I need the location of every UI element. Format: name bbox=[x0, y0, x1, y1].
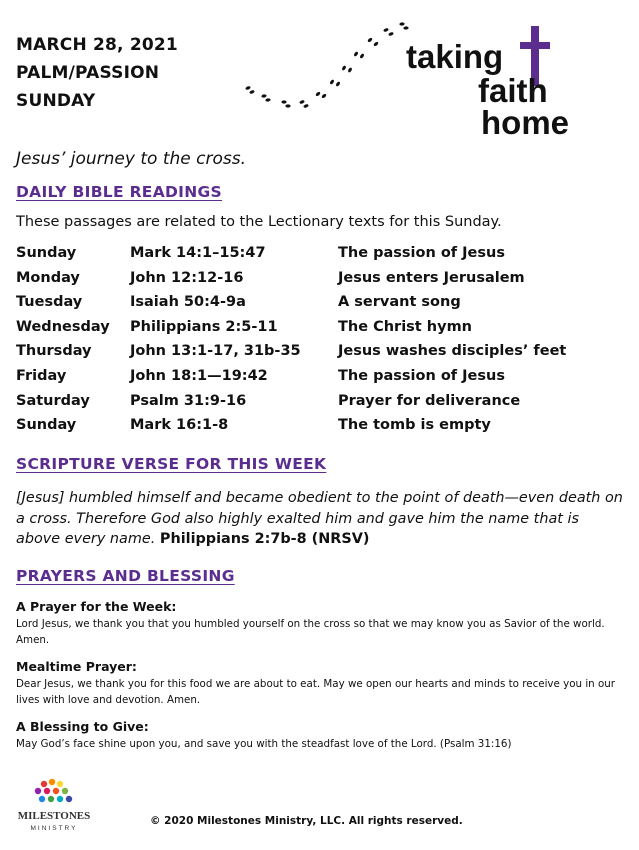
reading-day: Saturday bbox=[16, 392, 90, 409]
reading-passage: Mark 14:1–15:47 bbox=[130, 245, 266, 261]
reading-passage: Mark 16:1-8 bbox=[130, 417, 229, 434]
scripture-verse bbox=[16, 488, 626, 550]
prayer-text: Dear Jesus, we thank you for this food we are about to eat. May we open our hearts and minds to receive you in our lives with love and devotion. Amen. bbox=[16, 678, 616, 706]
logo-line-3: home bbox=[481, 104, 570, 141]
prayer-title: A Blessing to Give: bbox=[16, 719, 149, 734]
prayer-title: A Prayer for the Week: bbox=[16, 599, 177, 614]
date-header bbox=[16, 31, 178, 115]
daily-readings-heading: DAILY BIBLE READINGS bbox=[16, 183, 222, 201]
reading-passage: Philippians 2:5-11 bbox=[130, 318, 278, 335]
reading-title: Jesus enters Jerusalem bbox=[338, 269, 525, 286]
reading-title: The tomb is empty bbox=[338, 417, 491, 434]
brand-line-1: MILESTONES bbox=[17, 810, 91, 822]
prayer-week bbox=[16, 598, 628, 648]
reading-passage: John 12:12-16 bbox=[130, 269, 244, 286]
occasion-line-1: PALM/PASSION bbox=[16, 63, 160, 83]
reading-day: Sunday bbox=[16, 417, 77, 434]
reading-title: Prayer for deliverance bbox=[338, 392, 521, 409]
prayers-heading: PRAYERS AND BLESSING bbox=[16, 567, 235, 585]
copyright: © 2020 Milestones Ministry, LLC. All rights reserved. bbox=[150, 815, 463, 827]
logo-line-1: taking bbox=[406, 38, 504, 75]
reading-title: The passion of Jesus bbox=[338, 245, 505, 261]
reading-day: Friday bbox=[16, 367, 67, 384]
date: MARCH 28, 2021 bbox=[16, 35, 178, 55]
footprints-graphic bbox=[238, 18, 418, 113]
prayer-blessing bbox=[16, 718, 628, 752]
prayer-text: Lord Jesus, we thank you that you humbled yourself on the cross so that we may know you as Savior of the world. Amen. bbox=[16, 618, 605, 646]
reading-title: A servant song bbox=[338, 294, 461, 311]
logo-line-2: faith bbox=[478, 72, 548, 109]
reading-passage: John 18:1—19:42 bbox=[130, 367, 268, 384]
reading-day: Wednesday bbox=[16, 318, 110, 335]
prayer-mealtime bbox=[16, 658, 628, 708]
verse-reference: Philippians 2:7b-8 (NRSV) bbox=[159, 531, 370, 547]
verse-text: [Jesus] humbled himself and became obedient to the point of death—even death on a cross. Therefore God also highly exalted him and gave him the name that is above every name. bbox=[16, 490, 623, 547]
readings-intro: These passages are related to the Lectionary texts for this Sunday. bbox=[16, 214, 502, 230]
scripture-heading: SCRIPTURE VERSE FOR THIS WEEK bbox=[16, 455, 327, 473]
reading-passage: Isaiah 50:4-9a bbox=[130, 294, 246, 311]
taking-faith-home-logo bbox=[400, 26, 600, 141]
reading-day: Monday bbox=[16, 269, 80, 286]
occasion-line-2: SUNDAY bbox=[16, 91, 96, 111]
reading-title: The passion of Jesus bbox=[338, 367, 505, 384]
milestones-dots-icon bbox=[35, 779, 72, 802]
brand-line-2: MINISTRY bbox=[30, 825, 78, 832]
prayer-title: Mealtime Prayer: bbox=[16, 659, 137, 674]
reading-day: Thursday bbox=[16, 343, 92, 360]
theme-line: Jesus’ journey to the cross. bbox=[16, 149, 246, 169]
reading-day: Sunday bbox=[16, 245, 77, 261]
reading-day: Tuesday bbox=[16, 294, 83, 311]
reading-passage: John 13:1-17, 31b-35 bbox=[130, 343, 301, 360]
reading-title: Jesus washes disciples’ feet bbox=[338, 343, 567, 360]
prayer-text: May God’s face shine upon you, and save you with the steadfast love of the Lord. (Psalm 31:16) bbox=[16, 738, 512, 750]
reading-title: The Christ hymn bbox=[338, 318, 472, 335]
reading-passage: Psalm 31:9-16 bbox=[130, 392, 247, 409]
milestones-ministry-logo bbox=[14, 778, 96, 834]
